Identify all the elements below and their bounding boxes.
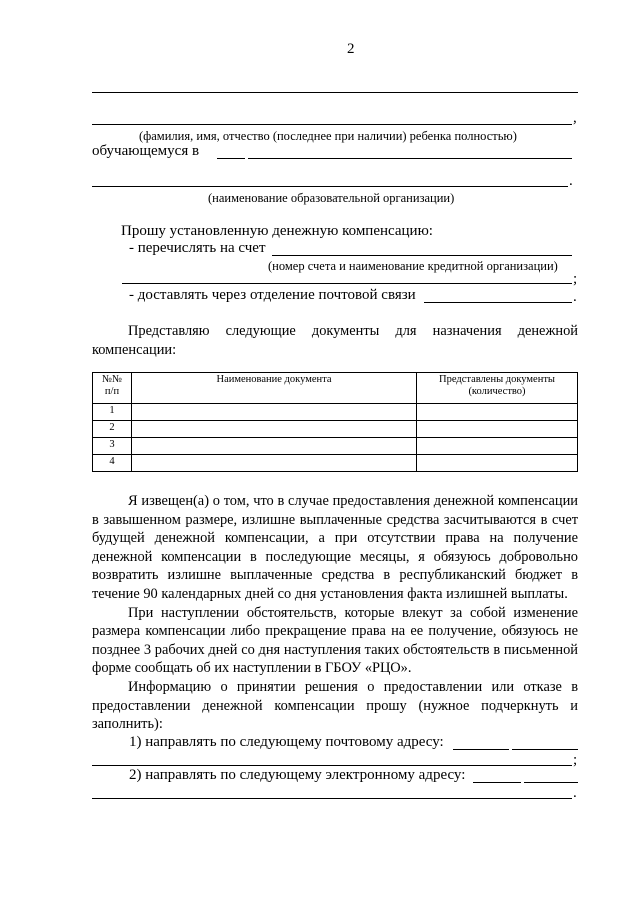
period-mark-2: .	[573, 289, 577, 305]
account-line[interactable]	[272, 255, 572, 256]
doc-name-cell[interactable]	[132, 438, 417, 455]
org-caption: (наименование образовательной организации)	[208, 191, 455, 205]
documents-table	[92, 372, 578, 472]
period-mark: .	[569, 173, 573, 189]
enrolled-line-short[interactable]	[217, 158, 245, 159]
request-text: Прошу установленную денежную компенсацию:	[121, 223, 433, 239]
doc-count-cell[interactable]	[417, 404, 578, 421]
col-number-header: №№ п/п	[93, 373, 132, 404]
period-mark-3: .	[573, 785, 577, 801]
transfer-label: - перечислять на счет	[129, 240, 266, 256]
col-count-header: Представлены документы (количество)	[417, 373, 578, 404]
enrolled-label: обучающемуся в	[92, 143, 200, 159]
documents-intro-text: Представляю следующие документы для назначения денежной компенсации:	[92, 323, 578, 358]
postal-line-b[interactable]	[512, 749, 578, 750]
org-name-line[interactable]	[92, 186, 568, 187]
child-name-caption: (фамилия, имя, отчество (последнее при наличии) ребенка полностью)	[139, 129, 517, 143]
documents-intro	[92, 322, 578, 359]
enrolled-line-long[interactable]	[248, 158, 572, 159]
row-number: 1	[93, 404, 132, 421]
page-number: 2	[347, 41, 355, 57]
email-line-2[interactable]	[92, 798, 572, 799]
doc-count-cell[interactable]	[417, 455, 578, 472]
postal-line-2[interactable]	[92, 765, 572, 766]
information-paragraph: Информацию о принятии решения о предоставлении или отказе в предоставлении денежной компенсации прошу (нужное подчеркнуть и заполнить):	[92, 678, 578, 733]
table-header-row	[93, 373, 578, 404]
table-row	[93, 404, 578, 421]
table-row	[93, 438, 578, 455]
child-name-line-2[interactable]	[92, 124, 572, 125]
notice-paragraph: Я извещен(а) о том, что в случае предоставления денежной компенсации в завышенном размере, излишне выплаченные средства засчитываются в счет будущей денежной компенсации, а при отсутствии права на получение денежной компенсации в последующие месяцы, я обязуюсь добровольно возвратить излишне выплаченные средства в республиканский бюджет в течение 90 календарных дней со дня установления факта излишней выплаты.	[92, 493, 578, 602]
doc-name-cell[interactable]	[132, 455, 417, 472]
email-line-a[interactable]	[473, 782, 521, 783]
doc-name-cell[interactable]	[132, 404, 417, 421]
body-paragraphs	[92, 492, 578, 734]
doc-count-cell[interactable]	[417, 421, 578, 438]
account-line-2[interactable]	[122, 283, 572, 284]
post-line[interactable]	[424, 302, 572, 303]
table-row	[93, 421, 578, 438]
post-label: - доставлять через отделение почтовой связи	[129, 287, 416, 303]
row-number: 3	[93, 438, 132, 455]
doc-name-cell[interactable]	[132, 421, 417, 438]
doc-count-cell[interactable]	[417, 438, 578, 455]
col-name-header: Наименование документа	[132, 373, 417, 404]
table-row	[93, 455, 578, 472]
row-number: 4	[93, 455, 132, 472]
postal-line-a[interactable]	[453, 749, 509, 750]
email-line-b[interactable]	[524, 782, 578, 783]
child-name-line-1[interactable]	[92, 92, 578, 93]
comma-mark: ,	[573, 110, 577, 126]
circumstances-paragraph: При наступлении обстоятельств, которые влекут за собой изменение размера компенсации либо прекращение права на ее получение, обязуюсь не позднее 3 рабочих дней со дня наступления таких обстоятельств в письменной форме сообщать об их наступлении в ГБОУ «РЦО».	[92, 604, 578, 677]
account-caption: (номер счета и наименование кредитной организации)	[268, 259, 558, 273]
option-postal-label: 1) направлять по следующему почтовому адресу:	[129, 734, 444, 750]
semicolon-mark: ;	[573, 271, 578, 287]
row-number: 2	[93, 421, 132, 438]
semicolon-mark-2: ;	[573, 752, 578, 768]
option-email-label: 2) направлять по следующему электронному адресу:	[129, 767, 466, 783]
